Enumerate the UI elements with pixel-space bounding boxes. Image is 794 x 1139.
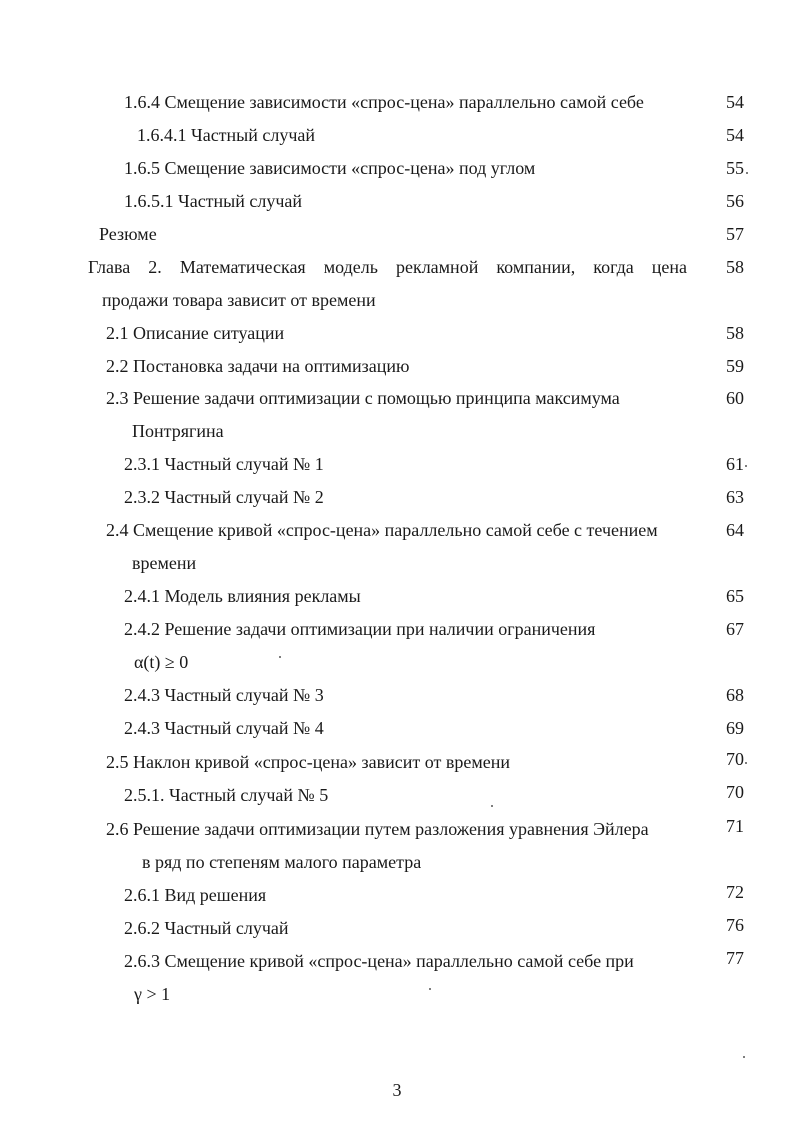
toc-entry-page: 59 (726, 356, 744, 376)
toc-entry-page: 55 (726, 158, 744, 178)
toc-entry-title-line2: времени (132, 553, 197, 573)
toc-entry-title-line1: 2.4 Смещение кривой «спрос-цена» параллельно самой себе с течением (106, 520, 658, 540)
toc-entry-title-line2: в ряд по степеням малого параметра (142, 852, 422, 872)
toc-entry-page: 58 (726, 257, 744, 277)
scan-speck (746, 172, 748, 174)
toc-entry-title: 1.6.4 Смещение зависимости «спрос-цена» параллельно самой себе (124, 92, 644, 112)
toc-entry-title: 2.5.1. Частный случай № 5 (124, 785, 329, 805)
toc-entry-page: 56 (726, 191, 744, 211)
scan-speck (745, 762, 747, 764)
toc-entry-page: 76 (726, 915, 744, 935)
scan-speck (429, 988, 431, 990)
toc-entry-title: Резюме (99, 224, 157, 244)
toc-entry-title: 2.4.1 Модель влияния рекламы (124, 586, 361, 606)
toc-entry-title-line1: 2.6.3 Смещение кривой «спрос-цена» параллельно самой себе при (124, 951, 634, 971)
toc-entry-title: 1.6.4.1 Частный случай (137, 125, 316, 145)
toc-entry-formula: γ > 1 (134, 984, 171, 1004)
toc-entry-page: 72 (726, 882, 744, 902)
toc-entry-page: 54 (726, 125, 744, 145)
scan-speck (491, 805, 493, 807)
toc-entry-formula: α(t) ≥ 0 (134, 652, 189, 672)
toc-entry-page: 71 (726, 816, 744, 836)
toc-entry-page: 67 (726, 619, 744, 639)
toc-entry-page: 70 (726, 782, 744, 802)
toc-entry-title: 2.1 Описание ситуации (106, 323, 285, 343)
toc-entry-page: 61 (726, 454, 744, 474)
toc-entry-title-line1: 2.3 Решение задачи оптимизации с помощью принципа максимума (106, 388, 620, 408)
toc-entry-page: 58 (726, 323, 744, 343)
toc-entry-title: 1.6.5 Смещение зависимости «спрос-цена» под углом (124, 158, 536, 178)
toc-entry-title: 2.5 Наклон кривой «спрос-цена» зависит от времени (106, 752, 511, 772)
scan-speck (743, 1056, 745, 1058)
toc-entry-title: 2.6.2 Частный случай (124, 918, 289, 938)
toc-entry-title: 2.4.3 Частный случай № 3 (124, 685, 324, 705)
toc-entry-page: 65 (726, 586, 744, 606)
toc-entry-title: 2.6.1 Вид решения (124, 885, 267, 905)
scan-speck (745, 465, 747, 467)
toc-entry-title-line1: 2.6 Решение задачи оптимизации путем разложения уравнения Эйлера (106, 819, 649, 839)
toc-entry-page: 68 (726, 685, 744, 705)
toc-entry-title-line2: Понтрягина (132, 421, 224, 441)
toc-entry-title: 2.3.1 Частный случай № 1 (124, 454, 324, 474)
toc-entry-title-line1: Глава 2. Математическая модель рекламной компании, когда цена (88, 257, 687, 277)
toc-entry-title: 2.3.2 Частный случай № 2 (124, 487, 324, 507)
toc-entry-page: 54 (726, 92, 744, 112)
toc-entry-title: 1.6.5.1 Частный случай (124, 191, 303, 211)
toc-entry-page: 69 (726, 718, 744, 738)
toc-entry-page: 63 (726, 487, 744, 507)
toc-entry-page: 60 (726, 388, 744, 408)
scan-speck (279, 656, 281, 658)
toc-entry-page: 57 (726, 224, 744, 244)
page-number: 3 (392, 1080, 402, 1100)
toc-entry-page: 70 (726, 749, 744, 769)
toc-entry-title-line1: 2.4.2 Решение задачи оптимизации при наличии ограничения (124, 619, 596, 639)
toc-entry-page: 64 (726, 520, 744, 540)
toc-entry-title: 2.4.3 Частный случай № 4 (124, 718, 324, 738)
toc-entry-page: 77 (726, 948, 744, 968)
toc-entry-title: 2.2 Постановка задачи на оптимизацию (106, 356, 410, 376)
toc-entry-title-line2: продажи товара зависит от времени (102, 290, 376, 310)
